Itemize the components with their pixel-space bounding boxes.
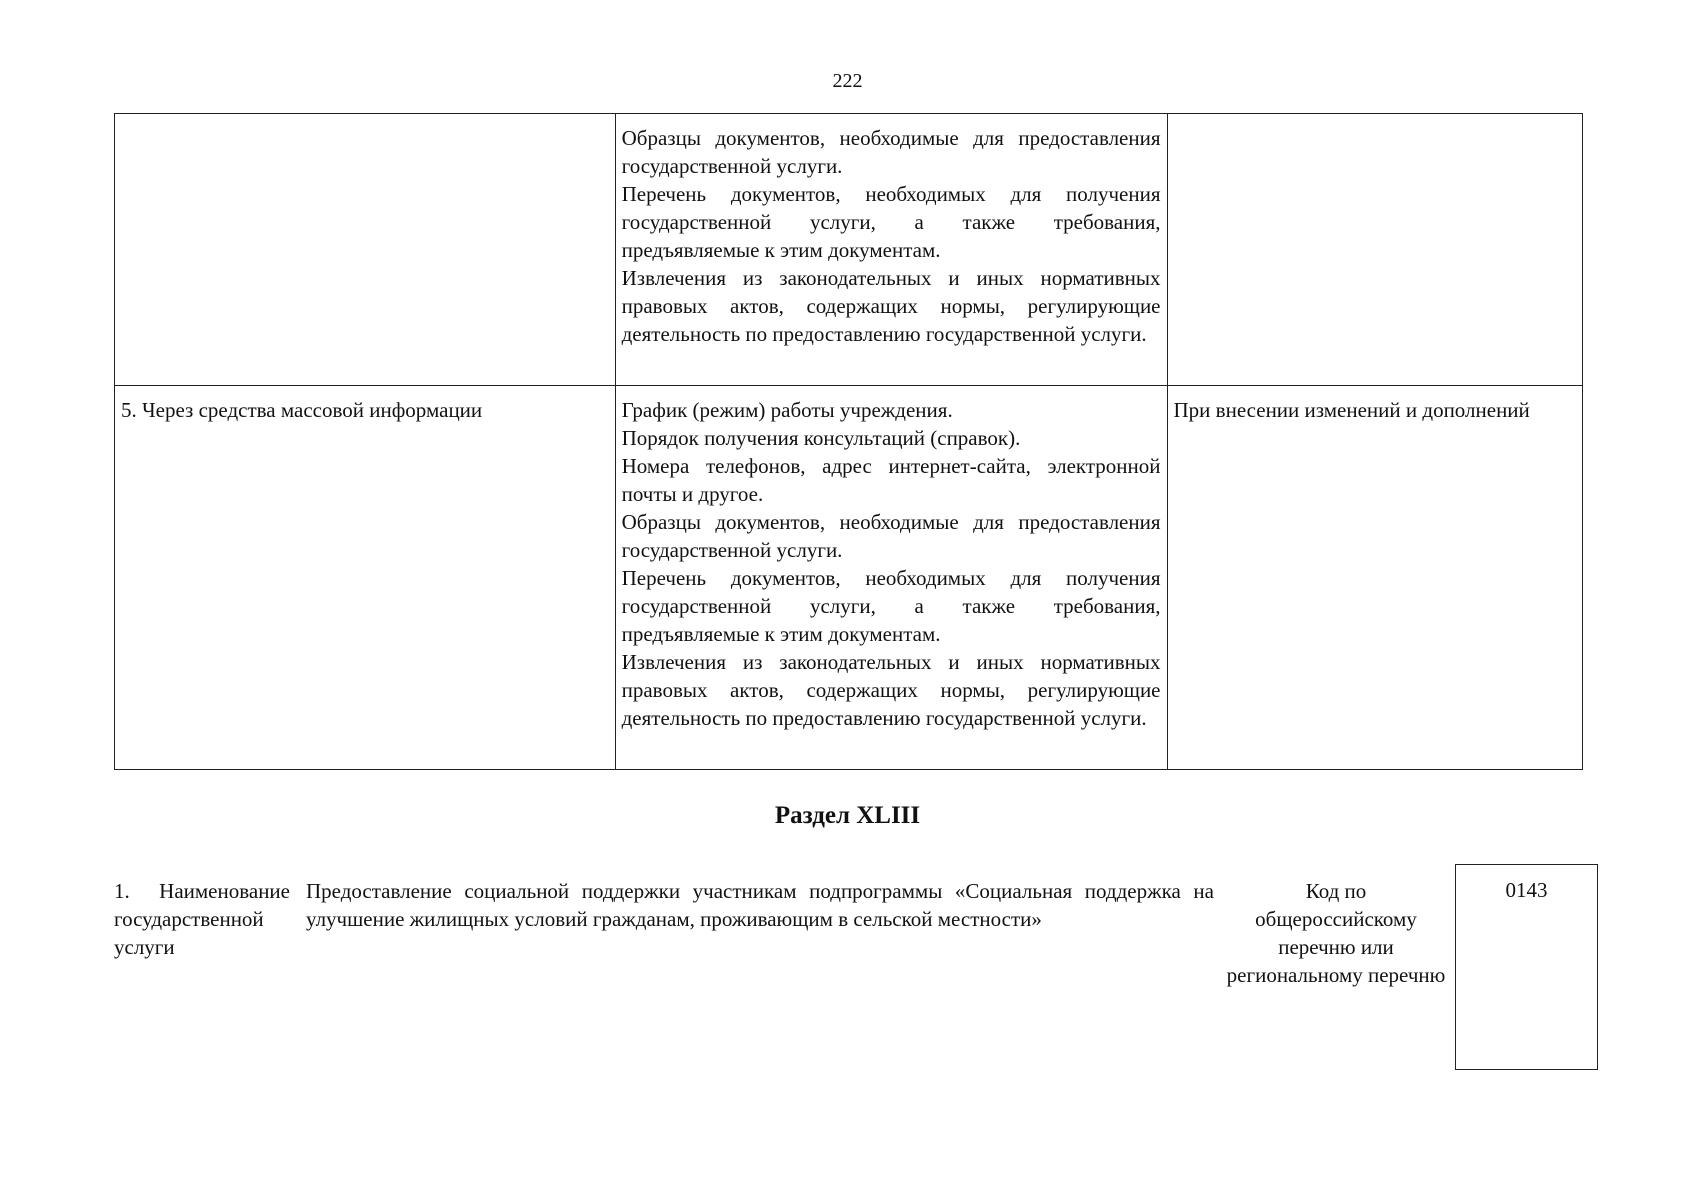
code-label: Код по общероссийскому перечню или региональному перечню (1226, 879, 1446, 987)
content-item: Образцы документов, необходимые для предоставления государственной услуги. (621, 510, 1161, 562)
table-cell-frequency (1167, 114, 1582, 386)
table-row (115, 114, 1583, 386)
content-item: Перечень документов, необходимых для получения государственной услуги, а также требования, предъявляемые к этим документам. (621, 182, 1161, 262)
page-number: 222 (832, 70, 863, 92)
content-item: Номера телефонов, адрес интернет-сайта, электронной почты и другое. (621, 454, 1161, 506)
table-cell-method (115, 114, 616, 386)
content-item: Порядок получения консультаций (справок). (621, 426, 1021, 450)
content-item: Образцы документов, необходимые для предоставления государственной услуги. (621, 126, 1161, 178)
table-cell-content (615, 114, 1167, 386)
content-item: Извлечения из законодательных и иных нормативных правовых актов, содержащих нормы, регулирующие деятельность по предоставлению государственной услуги. (621, 266, 1161, 346)
section-title: Раздел XLIII (774, 802, 921, 829)
method-text: 5. Через средства массовой информации (121, 398, 483, 422)
service-name-label: 1. Наименование государственной услуги (114, 879, 290, 959)
code-value: 0143 (1505, 878, 1548, 902)
content-item: График (режим) работы учреждения. (621, 398, 953, 422)
service-name-value: Предоставление социальной поддержки участникам подпрограммы «Социальная поддержка на улучшение жилищных условий гражданам, проживающим в сельской местности» (306, 879, 1214, 931)
table-cell-content (615, 386, 1167, 770)
table-cell-method (115, 386, 616, 770)
table-cell-frequency (1167, 386, 1582, 770)
info-table (114, 113, 1583, 770)
code-box (1455, 864, 1598, 1070)
content-item: Извлечения из законодательных и иных нормативных правовых актов, содержащих нормы, регулирующие деятельность по предоставлению государственной услуги. (621, 650, 1161, 730)
frequency-text: При внесении изменений и дополнений (1173, 398, 1530, 422)
table-row (115, 386, 1583, 770)
content-item: Перечень документов, необходимых для получения государственной услуги, а также требования, предъявляемые к этим документам. (621, 566, 1161, 646)
